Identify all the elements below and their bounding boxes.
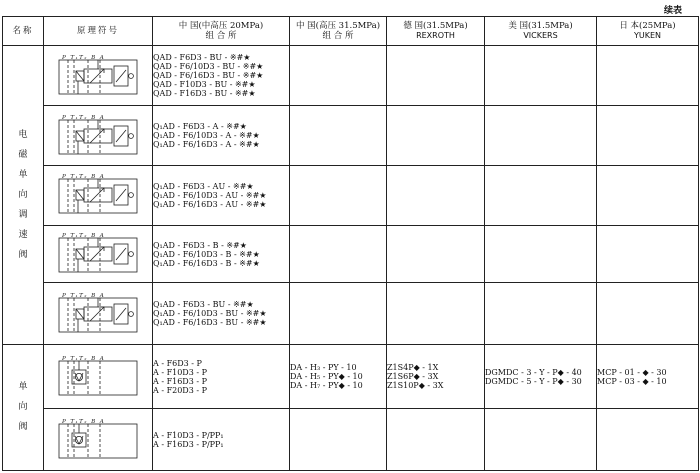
model-number: Q₁AD - F6/16D3 - BU - ※#★ — [153, 318, 267, 328]
symbol-cell — [44, 46, 153, 106]
vickers-models — [485, 225, 597, 283]
table-row — [3, 409, 699, 471]
yuken-models — [597, 106, 699, 166]
china-high-models — [290, 225, 387, 283]
solenoid-throttle-check-valve-icon — [56, 171, 140, 219]
model-number: A - F16D3 - P — [153, 376, 207, 386]
rexroth-models — [387, 345, 485, 409]
yuken-models — [597, 283, 699, 345]
model-number: DGMDC - 3 - Y - P◆ - 40 — [485, 367, 582, 377]
solenoid-throttle-check-valve-icon — [56, 290, 140, 338]
check-valve-icon — [56, 353, 140, 401]
col-header-vickers: 美 国(31.5MPa) VICKERS — [485, 17, 597, 46]
col-header-china-medium: 中 国(中高压 20MPa) 组 合 所 — [153, 17, 290, 46]
china-high-models — [290, 283, 387, 345]
model-number: QAD - F16D3 - BU - ※#★ — [153, 89, 256, 99]
rexroth-models — [387, 106, 485, 166]
symbol-cell — [44, 345, 153, 409]
china-medium-models — [153, 165, 290, 225]
col-header-name: 名称 — [3, 17, 44, 46]
port-labels: P T₁T₂ B A — [62, 54, 106, 61]
rexroth-models — [387, 46, 485, 106]
china-medium-models — [153, 225, 290, 283]
solenoid-throttle-check-valve-icon — [56, 230, 140, 278]
model-number: MCP - 03 - ◆ - 10 — [597, 376, 667, 386]
solenoid-throttle-check-valve-icon — [56, 112, 140, 160]
model-number: A - F20D3 - P — [153, 385, 207, 395]
check-valve-icon — [56, 416, 140, 464]
table-row — [3, 225, 699, 283]
table-row — [3, 165, 699, 225]
rexroth-models — [387, 283, 485, 345]
china-high-models — [290, 345, 387, 409]
rexroth-models — [387, 165, 485, 225]
symbol-cell — [44, 165, 153, 225]
category-label: 电 磁 单 向 调 速 阀 — [18, 129, 28, 260]
model-number: Z1S6P◆ - 3X — [387, 372, 439, 382]
valve-spec-table — [2, 16, 699, 471]
vickers-models — [485, 165, 597, 225]
table-row — [3, 283, 699, 345]
model-number: Q₁AD - F6/10D3 - B - ※#★ — [153, 249, 260, 259]
model-number: A - F10D3 - P/PP₁ — [153, 430, 224, 440]
vickers-models — [485, 345, 597, 409]
category-label: 单 向 阀 — [18, 382, 28, 433]
china-medium-models — [153, 283, 290, 345]
model-number: Q₁AD - F6D3 - A - ※#★ — [153, 122, 247, 132]
symbol-cell — [44, 225, 153, 283]
vickers-models — [485, 106, 597, 166]
model-number: A - F6D3 - P — [153, 358, 202, 368]
model-number: DA - H₅ - PY◆ - 10 — [290, 372, 363, 382]
model-number: A - F16D3 - P/PP₁ — [153, 439, 224, 449]
model-number: Q₁AD - F6/16D3 - AU - ※#★ — [153, 199, 267, 209]
model-number: Q₁AD - F6/16D3 - B - ※#★ — [153, 258, 260, 268]
model-number: DA - H₇ - PY◆ - 10 — [290, 381, 363, 391]
yuken-models — [597, 46, 699, 106]
china-high-models — [290, 46, 387, 106]
model-number: DA - H₃ - PY - 10 — [290, 363, 357, 373]
port-labels: P T₁T₂ B A — [62, 418, 106, 425]
model-number: QAD - F10D3 - BU - ※#★ — [153, 80, 256, 90]
model-number: Q₁AD - F6/16D3 - A - ※#★ — [153, 140, 260, 150]
model-number: Z1S4P◆ - 1X — [387, 363, 439, 373]
col-header-symbol: 原理符号 — [44, 17, 153, 46]
model-number: Q₁AD - F6D3 - B - ※#★ — [153, 240, 247, 250]
table-row — [3, 46, 699, 106]
model-number: DGMDC - 5 - Y - P◆ - 30 — [485, 376, 582, 386]
port-labels: P T₁T₂ B A — [62, 233, 106, 240]
col-header-yuken: 日 本(25MPa) YUKEN — [597, 17, 699, 46]
col-header-rexroth: 德 国(31.5MPa) REXROTH — [387, 17, 485, 46]
table-row — [3, 345, 699, 409]
table-row — [3, 106, 699, 166]
model-number: Q₁AD - F6D3 - BU - ※#★ — [153, 300, 254, 310]
yuken-models — [597, 409, 699, 471]
model-number: Q₁AD - F6/10D3 - A - ※#★ — [153, 131, 260, 141]
port-labels: P T₁T₂ B A — [62, 355, 106, 362]
china-medium-models — [153, 46, 290, 106]
model-number: Z1S10P◆ - 3X — [387, 381, 444, 391]
solenoid-throttle-check-valve-icon — [56, 52, 140, 100]
symbol-cell — [44, 409, 153, 471]
vickers-models — [485, 46, 597, 106]
rexroth-models — [387, 409, 485, 471]
rexroth-models — [387, 225, 485, 283]
china-medium-models — [153, 409, 290, 471]
model-number: MCP - 01 - ◆ - 30 — [597, 367, 667, 377]
model-number: Q₁AD - F6/10D3 - AU - ※#★ — [153, 190, 267, 200]
model-number: QAD - F6D3 - BU - ※#★ — [153, 53, 251, 63]
vickers-models — [485, 409, 597, 471]
symbol-cell — [44, 106, 153, 166]
model-number: QAD - F6/16D3 - BU - ※#★ — [153, 71, 264, 81]
model-number: Q₁AD - F6/10D3 - BU - ※#★ — [153, 309, 267, 319]
port-labels: P T₁T₂ B A — [62, 174, 106, 181]
model-number: QAD - F6/10D3 - BU - ※#★ — [153, 62, 264, 72]
china-high-models — [290, 106, 387, 166]
china-medium-models — [153, 106, 290, 166]
vickers-models — [485, 283, 597, 345]
col-header-china-high: 中 国(高压 31.5MPa) 组 合 所 — [290, 17, 387, 46]
china-medium-models — [153, 345, 290, 409]
yuken-models — [597, 225, 699, 283]
china-high-models — [290, 409, 387, 471]
category-cell — [3, 46, 44, 345]
symbol-cell — [44, 283, 153, 345]
header-row — [3, 17, 699, 46]
model-number: Q₁AD - F6D3 - AU - ※#★ — [153, 181, 254, 191]
continued-label: 续表 — [663, 6, 682, 16]
port-labels: P T₁T₂ B A — [62, 114, 106, 121]
yuken-models — [597, 345, 699, 409]
china-high-models — [290, 165, 387, 225]
category-cell — [3, 345, 44, 471]
model-number: A - F10D3 - P — [153, 367, 207, 377]
port-labels: P T₁T₂ B A — [62, 292, 106, 299]
yuken-models — [597, 165, 699, 225]
